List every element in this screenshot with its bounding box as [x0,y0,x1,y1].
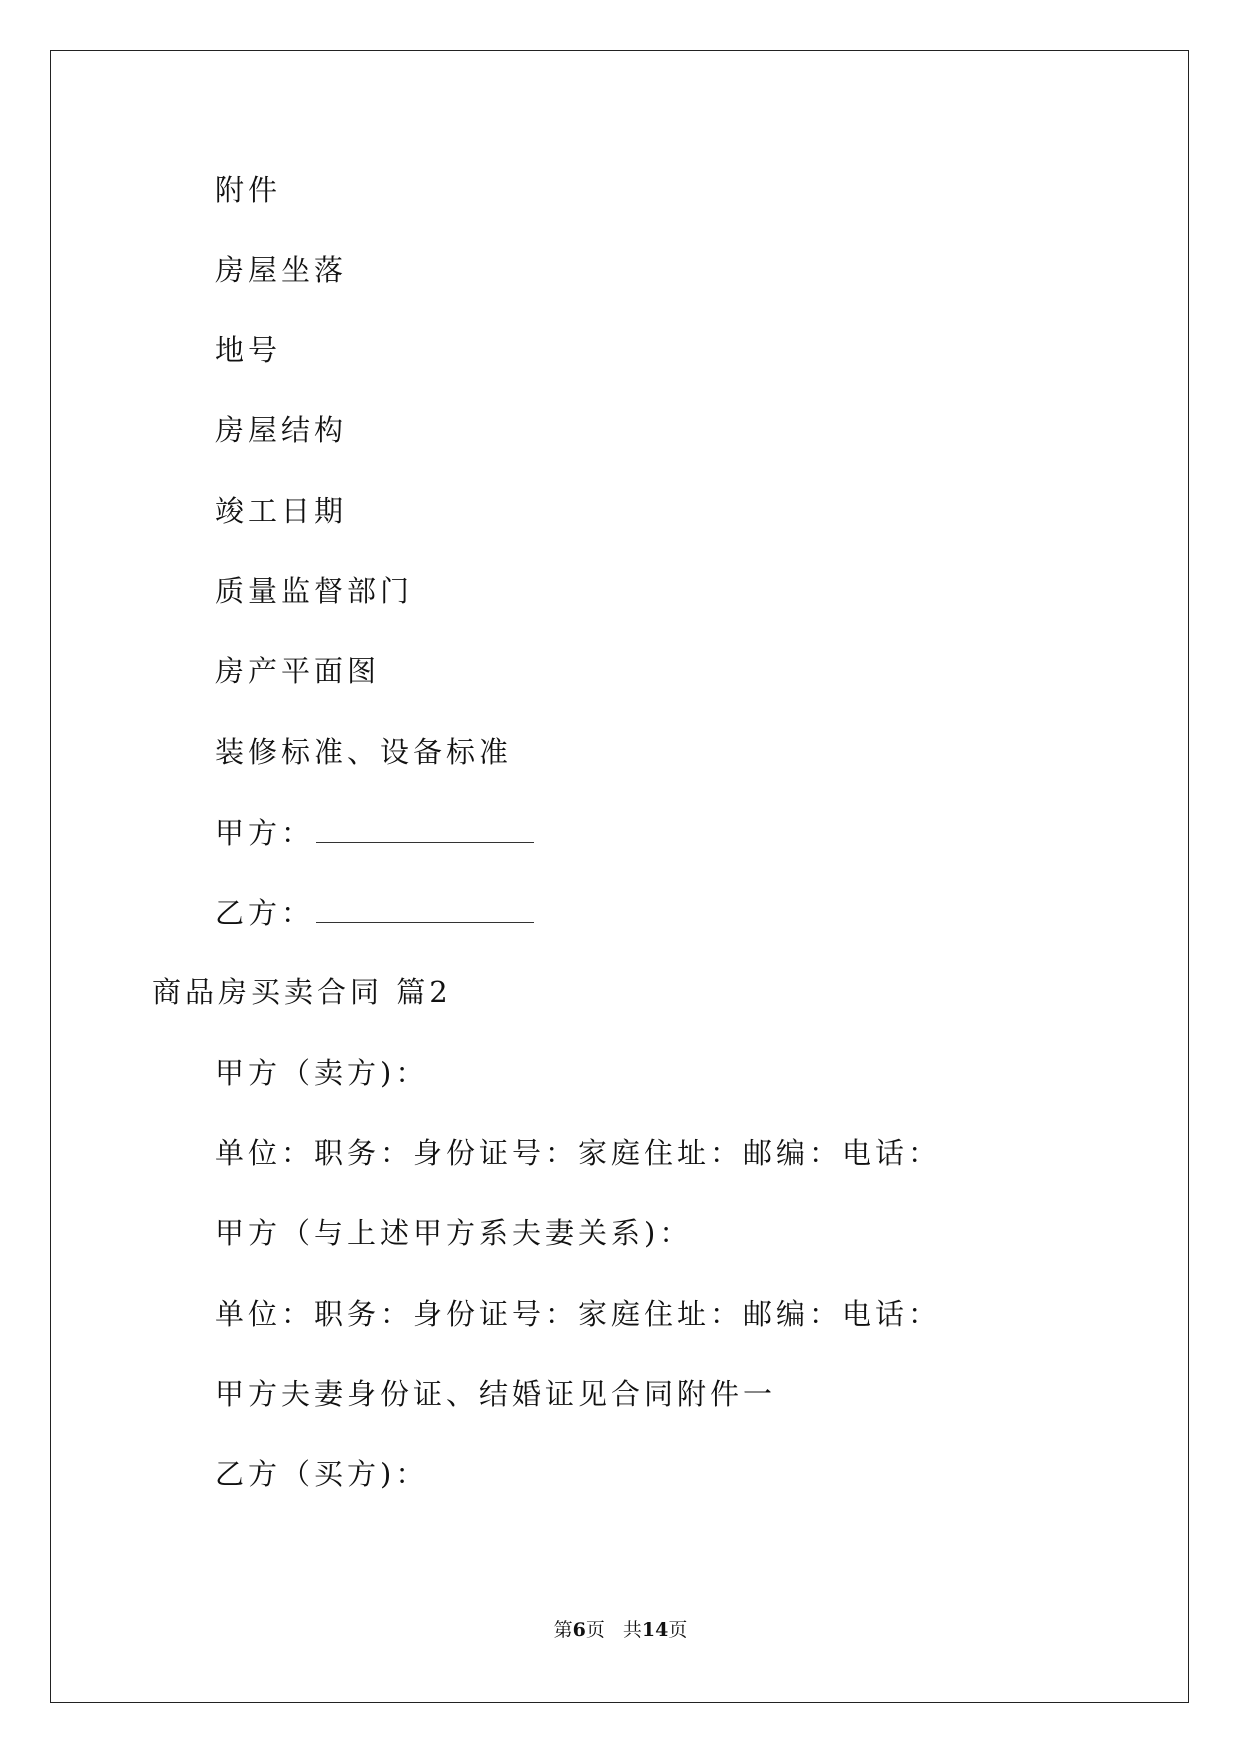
page-footer [0,1618,1241,1642]
line-floor-plan: 房产平面图 [215,654,381,688]
party-a-label: 甲方： [215,816,315,850]
footer-total-prefix: 共 [622,1619,642,1641]
line-party-a-spouse-details: 单位：职务：身份证号：家庭住址：邮编：电话： [215,1297,942,1331]
party-a-blank-line [316,812,534,843]
line-id-marriage-cert: 甲方夫妻身份证、结婚证见合同附件一 [215,1377,777,1411]
line-completion-date: 竣工日期 [215,494,348,528]
footer-page-prefix: 第 [553,1619,573,1641]
line-house-location: 房屋坐落 [215,253,348,287]
line-decoration-standard: 装修标准、设备标准 [215,735,513,769]
line-party-b-buyer: 乙方（买方)： [215,1457,429,1491]
signature-party-b [215,892,534,933]
party-b-label: 乙方： [215,896,315,930]
line-party-a-details: 单位：职务：身份证号：家庭住址：邮编：电话： [215,1136,942,1170]
line-attachment: 附件 [215,173,282,207]
section-heading: 商品房买卖合同 篇2 [152,975,452,1009]
line-quality-supervision: 质量监督部门 [215,574,414,608]
line-lot-number: 地号 [215,333,282,367]
line-party-a-spouse: 甲方（与上述甲方系夫妻关系)： [215,1216,693,1250]
party-b-blank-line [316,892,534,923]
footer-current-page: 6 [572,1619,586,1641]
footer-total-pages: 14 [641,1619,669,1641]
footer-page-suffix: 页 [585,1619,605,1641]
footer-total-suffix: 页 [668,1619,688,1641]
line-house-structure: 房屋结构 [215,413,348,447]
signature-party-a [215,812,534,853]
line-party-a-seller: 甲方（卖方)： [215,1056,429,1090]
